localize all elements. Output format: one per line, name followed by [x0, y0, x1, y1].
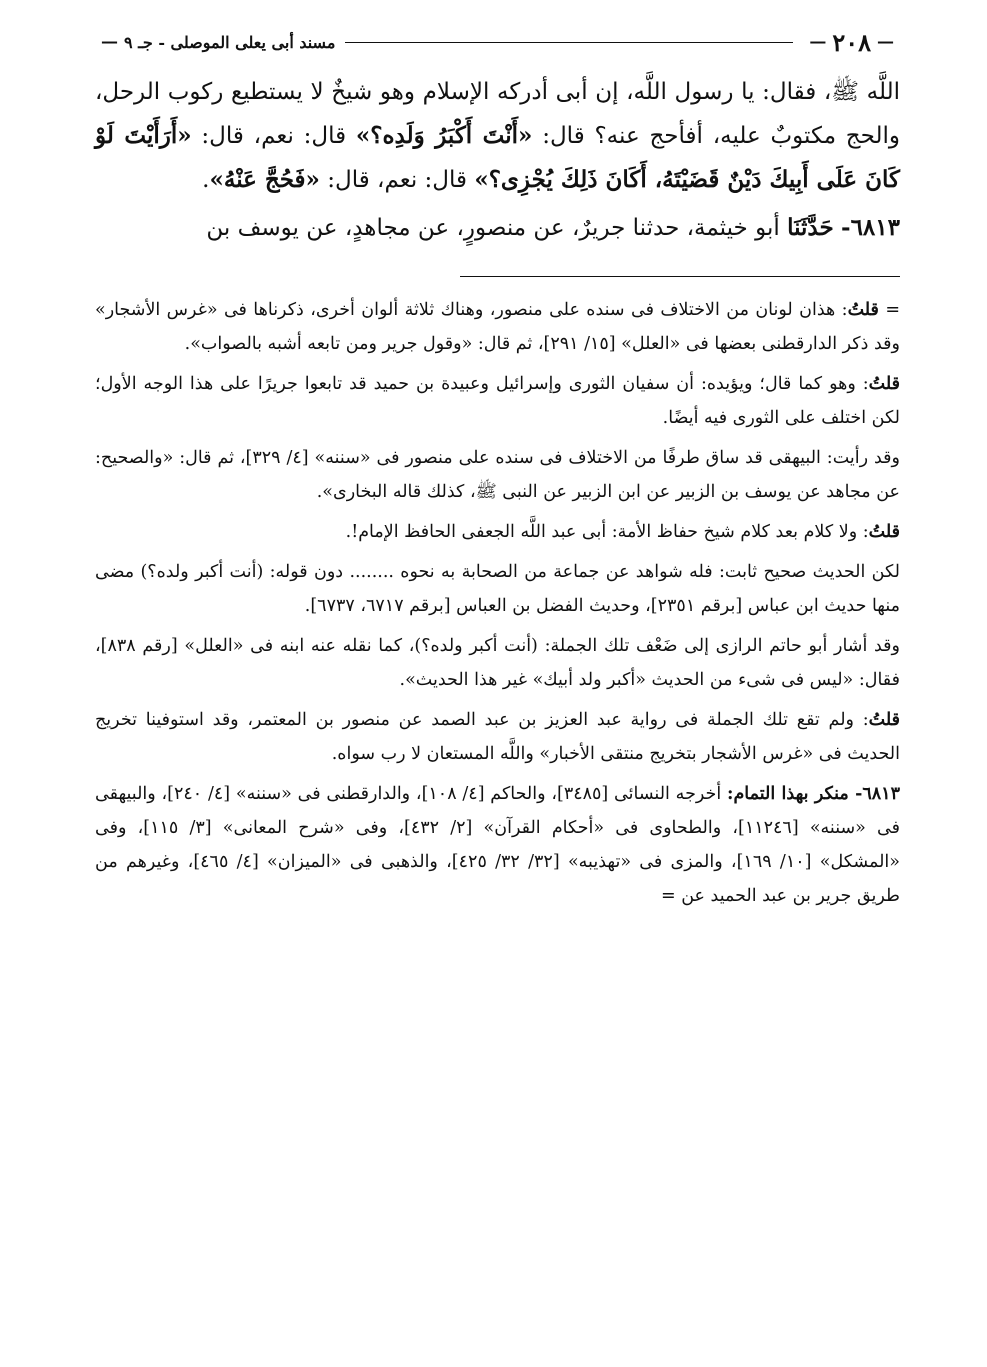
footnote-paragraph [95, 293, 900, 361]
narration-word: حَدَّثَنَا [787, 214, 834, 241]
continuation-mark: = [660, 886, 676, 906]
footnote-paragraph [95, 555, 900, 623]
footnote-text: لكن الحديث صحيح ثابت: فله شواهد عن جماعة من الصحابة به نحوه ........ دون قوله: (أنت أكبر ولده؟) مضى منها حديث ابن عباس [برقم ٢٣٥١]، وحديث الفضل بن العباس [برقم ٦٧١٧، ٦٧٣٧]. [95, 562, 900, 616]
footnote-text: : ولم تقع تلك الجملة فى رواية عبد العزيز بن عبد الصمد عن منصور بن المعتمر، وقد استوفينا تخريج الحديث فى «غرس الأشجار بتخريج منتقى الأخبار» واللَّه المستعان لا رب سواه. [95, 710, 900, 764]
header-rule [345, 42, 793, 43]
footnote-paragraph [95, 703, 900, 771]
qult-label: قلتُ [868, 374, 900, 394]
main-text-segment: اللَّه ﷺ، فقال: يا رسول اللَّه، إن أبى أدركه الإسلام وهو شيخٌ لا يستطيع ركوب الرحل، والحج مكتوبٌ عليه، أفأحج عنه؟ قال: [95, 79, 900, 149]
header-dash-mid: — [809, 32, 827, 52]
qult-label: قلتُ [868, 710, 900, 730]
footnote-text: : وهو كما قال؛ ويؤيده: أن سفيان الثورى وإسرائيل وعبيدة بن حميد قد تابعوا جريرًا على هذا الوجه الأول؛ لكن اختلف على الثورى فيه أيضًا. [95, 374, 900, 428]
header-dash-right: — [877, 32, 894, 52]
footnote-text: : ولا كلام بعد كلام شيخ حفاظ الأمة: أبى عبد اللَّه الجعفى الحافظ الإمام!. [345, 522, 869, 542]
prophetic-quote: «أَرَأَيْتَ لَوْ كَانَ عَلَى أَبِيكَ دَيْنٌ قَضَيْتَهُ، أَكَانَ ذَلِكَ يُجْزِى؟» [95, 122, 900, 193]
main-text [95, 70, 900, 250]
takhrij-paragraph [95, 777, 900, 913]
main-text-segment: قال: نعم، قال: [319, 167, 475, 193]
qult-label: قلتُ [847, 300, 879, 320]
footnote-paragraph [95, 367, 900, 435]
running-head [95, 22, 900, 62]
footnote-separator [460, 276, 900, 277]
takhrij-heading: ٦٨١٣- منكر بهذا التمام: [727, 784, 900, 804]
continuation-mark: = [885, 300, 900, 320]
main-text-segment: . [202, 167, 210, 193]
footnote-text: وقد أشار أبو حاتم الرازى إلى ضَعْف تلك الجملة: (أنت أكبر ولده؟)، كما نقله عنه ابنه فى «العلل» [رقم ٨٣٨]، فقال: «ليس فى شىء من الحديث «أكبر ولد أبيك» غير هذا الحديث». [95, 636, 900, 690]
footnotes [95, 293, 900, 913]
prophetic-quote: «أَنْتَ أَكْبَرُ وَلَدِه؟» [355, 122, 533, 149]
takhrij-text: أخرجه النسائى [٣٤٨٥]، والحاكم [٤/ ١٠٨]، والدارقطنى فى «سننه» [٤/ ٢٤٠]، والبيهقى فى «سننه» [١١٢٤٦]، والطحاوى فى «أحكام القرآن» [٢/ ٤٣٢]، وفى «شرح المعانى» [٣/ ١١٥]، وفى «المشكل» [١٠/ ١٦٩]، والمزى فى «تهذيبه» [٣٢/ ٣٢/ ٤٢٥]، والذهبى فى «الميزان» [٤/ ٤٦٥]، وغيرهم من طريق جرير بن عبد الحميد عن [95, 784, 901, 906]
footnote-paragraph [95, 515, 900, 549]
book-title: مسند أبى يعلى الموصلى - جـ ٩ [124, 32, 336, 52]
qult-label: قلتُ [868, 522, 900, 542]
main-paragraph [95, 70, 900, 202]
footnote-text: : هذان لونان من الاختلاف فى سنده على منصور، وهناك ثلاثة ألوان أخرى، ذكرناها فى «غرس الأشجار» وقد ذكر الدارقطنى بعضها فى «العلل» [١٥/ ٢٩١]، ثم قال: «وقول جرير ومن تابعه أشبه بالصواب». [95, 300, 900, 354]
isnad-text: أبو خيثمة، حدثنا جريرٌ، عن منصورٍ، عن مجاهدٍ، عن يوسف بن [206, 215, 788, 241]
footnote-paragraph [95, 441, 900, 509]
hadith-number: ٦٨١٣- [841, 214, 900, 241]
page-number: ٢٠٨ [832, 27, 871, 57]
page [95, 22, 900, 919]
hadith-paragraph [95, 206, 900, 250]
header-dash-left: — [101, 32, 118, 52]
main-text-segment: قال: نعم، قال: [191, 123, 356, 149]
footnote-paragraph [95, 629, 900, 697]
footnote-text: وقد رأيت: البيهقى قد ساق طرفًا من الاختلاف فى سنده على منصور فى «سننه» [٤/ ٣٢٩]، ثم قال: «والصحيح: عن مجاهد عن يوسف بن الزبير عن ابن الزبير عن النبى ﷺ، كذلك قاله البخارى». [95, 448, 900, 502]
prophetic-quote: «فَحُجَّ عَنْهُ» [209, 166, 320, 193]
